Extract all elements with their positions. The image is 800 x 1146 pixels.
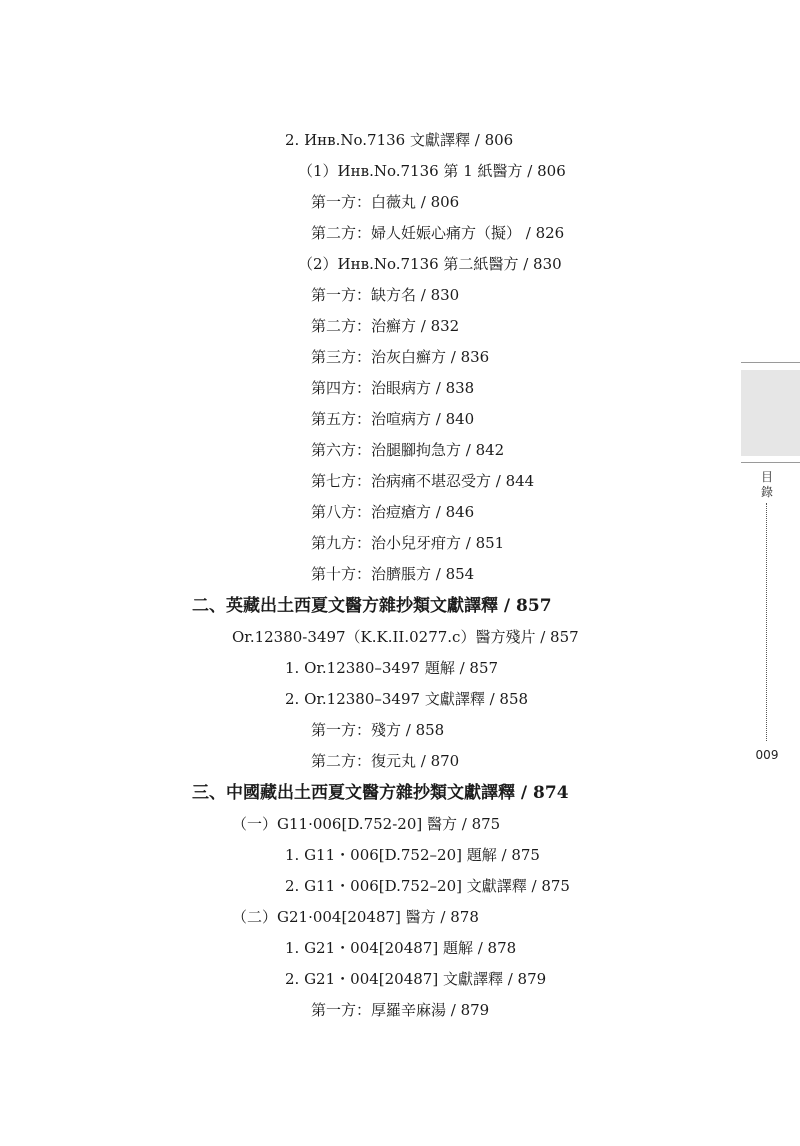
toc-entry: 2. G21・004[20487] 文獻譯釋 / 879 xyxy=(285,970,547,988)
toc-entry: 第三方：治灰白癬方 / 836 xyxy=(311,348,490,366)
toc-entry: 第二方：婦人妊娠心痛方（擬） / 826 xyxy=(311,224,565,242)
toc-entry: 第八方：治痘瘡方 / 846 xyxy=(311,503,475,521)
toc-entry: 第二方：復元丸 / 870 xyxy=(311,752,460,770)
toc-chapter-heading: 二、英藏出土西夏文醫方雜抄類文獻譯釋 / 857 xyxy=(192,596,552,616)
running-head: 目錄 xyxy=(760,470,773,499)
toc-entry: 第九方：治小兒牙疳方 / 851 xyxy=(311,534,505,552)
thumb-index-tab xyxy=(741,370,800,456)
toc-entry: （2）Инв.No.7136 第二紙醫方 / 830 xyxy=(298,255,562,273)
toc-entry: 第一方：殘方 / 858 xyxy=(311,721,445,739)
page-number: 009 xyxy=(755,748,779,762)
toc-chapter-heading: 三、中國藏出土西夏文醫方雜抄類文獻譯釋 / 874 xyxy=(192,783,569,803)
toc-entry: 第六方：治腿腳拘急方 / 842 xyxy=(311,441,505,459)
toc-entry: 1. Or.12380–3497 題解 / 857 xyxy=(285,659,499,677)
toc-entry: 第四方：治眼病方 / 838 xyxy=(311,379,475,397)
toc-entry: 第十方：治臍脹方 / 854 xyxy=(311,565,475,583)
margin-rule-bottom xyxy=(741,462,800,463)
toc-entry: （一）G11·006[D.752-20] 醫方 / 875 xyxy=(232,815,501,833)
toc-entry: 第五方：治喧病方 / 840 xyxy=(311,410,475,428)
margin-rule-top xyxy=(741,362,800,363)
toc-entry: Or.12380-3497（K.K.II.0277.c）醫方殘片 / 857 xyxy=(232,628,579,646)
toc-entry: 第一方：缺方名 / 830 xyxy=(311,286,460,304)
toc-entry: 2. G11・006[D.752–20] 文獻譯釋 / 875 xyxy=(285,877,570,895)
toc-entry: （二）G21·004[20487] 醫方 / 878 xyxy=(232,908,479,926)
toc-entry: 1. G11・006[D.752–20] 題解 / 875 xyxy=(285,846,540,864)
toc-entry: （1）Инв.No.7136 第 1 紙醫方 / 806 xyxy=(298,162,566,180)
toc-entry: 第一方：厚羅辛麻湯 / 879 xyxy=(311,1001,490,1019)
toc-entry: 第七方：治病痛不堪忍受方 / 844 xyxy=(311,472,535,490)
dotted-leader-rule xyxy=(766,503,767,741)
toc-entry: 第二方：治癬方 / 832 xyxy=(311,317,460,335)
toc-entry: 1. G21・004[20487] 題解 / 878 xyxy=(285,939,517,957)
toc-entry: 第一方：白薇丸 / 806 xyxy=(311,193,460,211)
toc-entry: 2. Инв.No.7136 文獻譯釋 / 806 xyxy=(285,131,514,149)
toc-entry: 2. Or.12380–3497 文獻譯釋 / 858 xyxy=(285,690,529,708)
